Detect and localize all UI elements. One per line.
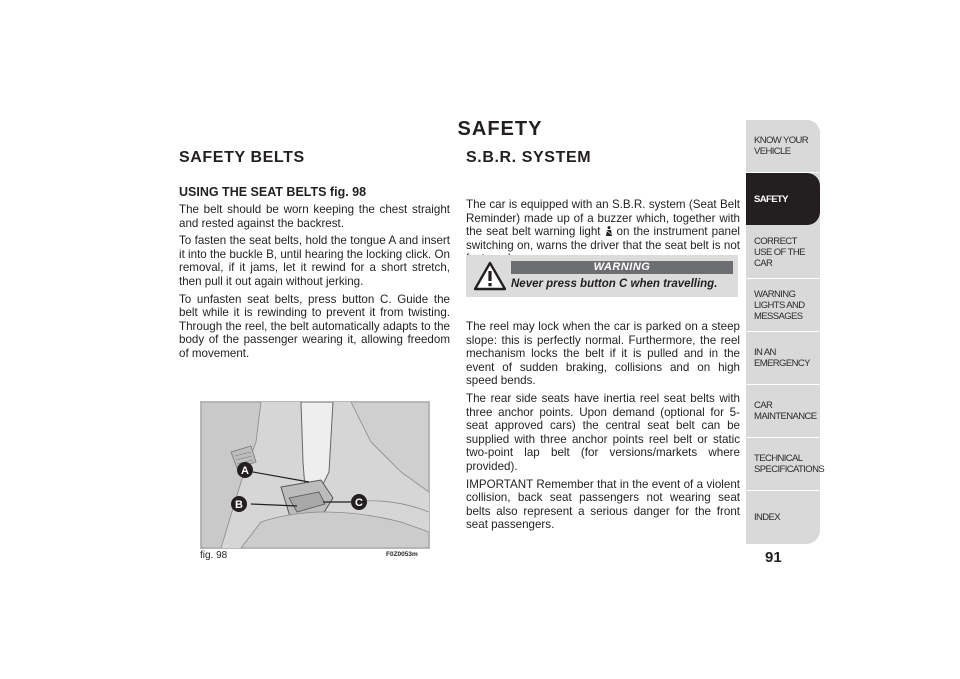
- tab-label: CORRECT USE OF THE CAR: [754, 235, 805, 269]
- tab-index[interactable]: [746, 491, 820, 544]
- paragraph: The reel may lock when the car is parked on a steep slope: this is perfectly normal. Furthermore, the reel mechanism locks the belt if it is pulled and in the event of sudden braking, collisions and on high speed bends.: [466, 320, 740, 388]
- paragraph: To fasten the seat belts, hold the tongue A and insert it into the buckle B, until hearing the locking click. On removal, if it jams, let it rewind for a short stretch, then pull it out again without jerking.: [179, 234, 450, 288]
- warning-triangle-icon: [474, 261, 506, 291]
- tab-know-your-vehicle[interactable]: [746, 120, 820, 172]
- callout-a: A: [241, 465, 249, 477]
- figure-98-illustration: [200, 401, 430, 549]
- paragraph: The belt should be worn keeping the chest straight and rested against the backrest.: [179, 203, 450, 230]
- paragraph: To unfasten seat belts, press button C. Guide the belt while it is rewinding to prevent it from twisting. Through the reel, the belt automatically adapts to the body of the passenger wearing it, allowing freedom of movement.: [179, 292, 450, 360]
- tab-label: KNOW YOUR VEHICLE: [754, 135, 809, 157]
- tab-car-maintenance[interactable]: [746, 385, 820, 437]
- tab-safety[interactable]: [746, 173, 820, 225]
- seat-belt-buckle-drawing: [201, 402, 429, 548]
- tab-technical-specifications[interactable]: [746, 438, 825, 490]
- tab-label: INDEX: [754, 512, 781, 523]
- figure-code: F0Z0053m: [386, 551, 418, 558]
- warning-box: [466, 255, 738, 297]
- page-title: SAFETY: [457, 118, 543, 140]
- section-heading-sbr-system: S.B.R. SYSTEM: [466, 149, 592, 166]
- tab-label: CAR MAINTENANCE: [754, 400, 817, 422]
- tab-in-an-emergency[interactable]: [746, 332, 820, 384]
- intro-text-after: on the instrument panel switching on, warns the driver that the seat belt is not: [466, 225, 741, 252]
- tab-correct-use[interactable]: [746, 226, 820, 278]
- subheading-using-seat-belts: USING THE SEAT BELTS fig. 98: [179, 185, 367, 199]
- warning-text: Never press button C when travelling.: [511, 278, 718, 290]
- tab-label: IN AN EMERGENCY: [754, 347, 810, 369]
- left-column: [179, 149, 450, 365]
- paragraph: The rear side seats have inertia reel seat belts with three anchor points. Upon demand (optional for 5-seat approved cars) the central seat belt can be supplied with three anchor points reel belt or static two-point lap belt (for versions/markets where provided).: [466, 391, 740, 473]
- sbr-details: [466, 320, 740, 536]
- callout-b: B: [235, 499, 243, 511]
- warning-label: WARNING: [511, 261, 733, 274]
- tab-warning-lights[interactable]: [746, 279, 820, 331]
- tab-label: SAFETY: [754, 193, 788, 205]
- section-heading-safety-belts: SAFETY BELTS: [179, 149, 305, 166]
- callout-c: C: [355, 497, 363, 509]
- page-number: 91: [765, 549, 782, 566]
- tab-label: TECHNICAL SPECIFICATIONS: [754, 453, 825, 475]
- seat-belt-warning-icon: [605, 226, 613, 236]
- intro-text-before: The car is equipped with an S.B.R. system (Seat Belt Reminder) made up of a buzzer which, together with the seat belt warning light: [466, 198, 740, 239]
- tab-label: WARNING LIGHTS AND MESSAGES: [754, 288, 805, 322]
- paragraph: IMPORTANT Remember that in the event of a violent collision, back seat passengers not wearing seat belts also represent a serious danger for the front seat passengers.: [466, 477, 740, 532]
- figure-caption: fig. 98: [200, 550, 228, 561]
